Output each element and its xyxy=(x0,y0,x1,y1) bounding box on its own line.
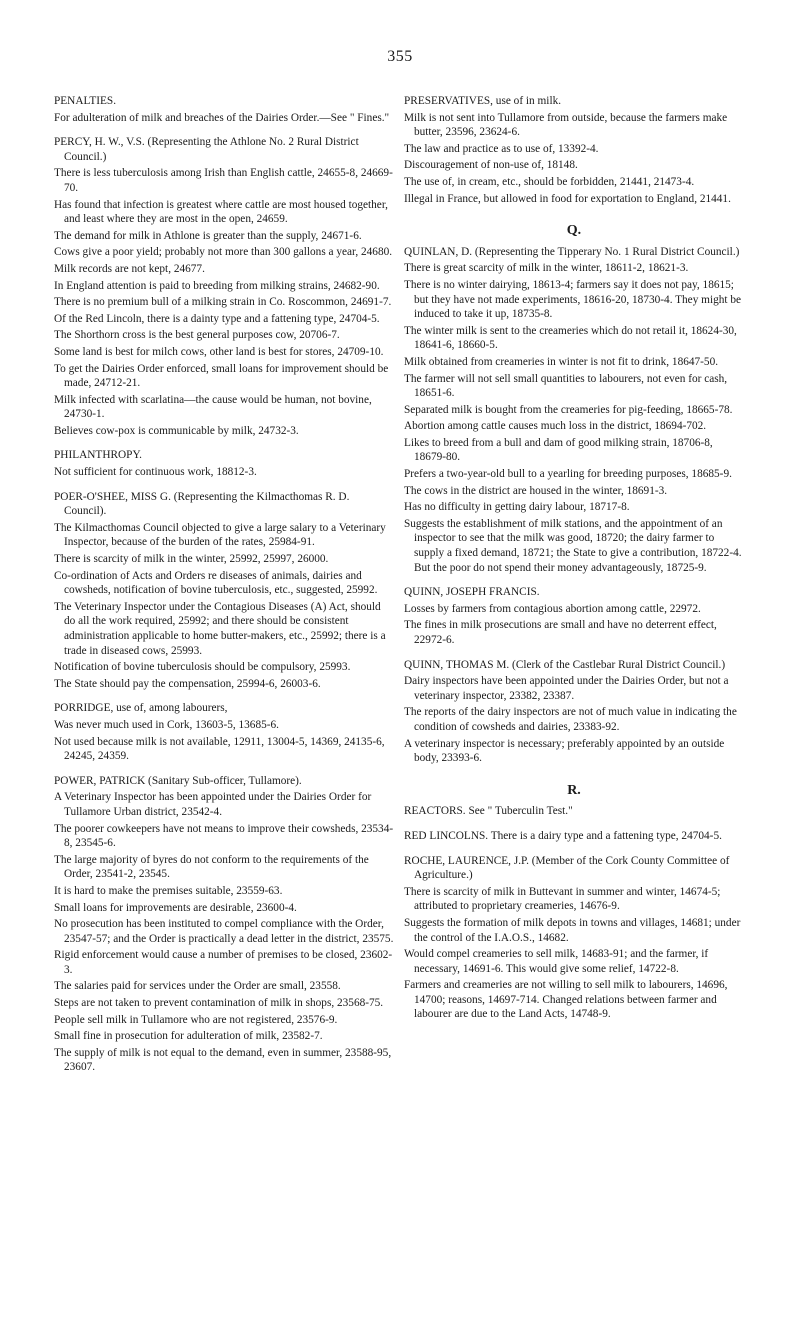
entry-line: The large majority of byres do not conform to the requirements of the Order, 23541-2, 23545. xyxy=(54,853,369,881)
entry-line: Rigid enforcement would cause a number of premises to be closed, 23602-3. xyxy=(54,949,393,976)
entry-line: A veterinary inspector is necessary; preferably appointed by an outside body, 23393-6. xyxy=(404,737,725,765)
entry-line: Farmers and creameries are not willing to sell milk to labourers, 14696, 14700; reasons, 14697-714. Changed relations between farmer and labourer are due to the Land Acts, 14748-9. xyxy=(404,979,728,1021)
entry-line: People sell milk in Tullamore who are not registered, 23576-9. xyxy=(54,1013,338,1026)
entry-line: Has found that infection is greatest where cattle are most housed together, and least where they are most in the open, 24659. xyxy=(54,198,388,226)
entry-line: The salaries paid for services under the Order are small, 23558. xyxy=(54,980,341,993)
entry-line: The use of, in cream, etc., should be forbidden, 21441, 21473-4. xyxy=(404,175,695,188)
entry-line: The Veterinary Inspector under the Contagious Diseases (A) Act, should do all the work required, 25992; and there should be consistent administration applicable to home butter-makers, etc., 25992; there is a trade in diseased cows, 25993. xyxy=(54,600,386,657)
entry-line: Dairy inspectors have been appointed under the Dairies Order, but not a veterinary inspector, 23382, 23387. xyxy=(404,675,729,702)
entry-heading: PHILANTHROPY. xyxy=(54,449,142,462)
entry-line: Was never much used in Cork, 13603-5, 13685-6. xyxy=(54,718,279,731)
entry-heading: QUINN, THOMAS M. (Clerk of the Castlebar Rural District Council.) xyxy=(404,658,726,671)
entry-line: The farmer will not sell small quantities to labourers, not even for cash, 18651-6. xyxy=(404,372,728,400)
entry-heading: PENALTIES. xyxy=(54,95,117,107)
entry-line: Suggests the formation of milk depots in towns and villages, 14681; under the control of the I.A.O.S., 14682. xyxy=(404,916,741,944)
entry-line: The State should pay the compensation, 25994-6, 26003-6. xyxy=(54,677,321,690)
index-entry xyxy=(404,94,744,206)
index-entry xyxy=(404,854,744,1023)
index-entry xyxy=(54,774,394,1075)
entry-heading: QUINLAN, D. (Representing the Tipperary No. 1 Rural District Council.) xyxy=(404,245,740,258)
index-entry xyxy=(404,245,744,575)
entry-line: For adulteration of milk and breaches of the Dairies Order.—See " Fines." xyxy=(54,111,390,124)
entry-line: It is hard to make the premises suitable, 23559-63. xyxy=(54,884,283,897)
entry-line: Small fine in prosecution for adulteration of milk, 23582-7. xyxy=(54,1030,323,1043)
entry-line: Likes to breed from a bull and dam of good milking strain, 18706-8, 18679-80. xyxy=(404,436,713,464)
entry-heading: PRESERVATIVES, use of in milk. xyxy=(404,95,562,107)
entry-line: Milk obtained from creameries in winter is not fit to drink, 18647-50. xyxy=(404,355,719,368)
entry-heading: PORRIDGE, use of, among labourers, xyxy=(54,702,228,715)
index-entry xyxy=(54,701,394,763)
letter-heading: Q. xyxy=(566,223,582,239)
entry-line: Has no difficulty in getting dairy labour, 18717-8. xyxy=(404,501,630,514)
letter-heading: R. xyxy=(567,782,581,798)
entry-line: There is less tuberculosis among Irish than English cattle, 24655-8, 24669-70. xyxy=(54,167,393,194)
entry-line: Abortion among cattle causes much loss in the district, 18694-702. xyxy=(404,420,707,433)
entry-line: There is scarcity of milk in the winter, 25992, 25997, 26000. xyxy=(54,553,329,566)
entry-line: There is no premium bull of a milking strain in Co. Roscommon, 24691-7. xyxy=(54,296,392,309)
left-column xyxy=(54,92,394,1085)
index-entry xyxy=(54,448,394,479)
entry-line: Suggests the establishment of milk stations, and the appointment of an inspector to see that the milk was good, 18720; the dairy farmer to supply a fixed demand, 18721; the State to give a contribution, 18722-4. But the poor do not spend their money advantageously, 18725-9. xyxy=(404,517,742,574)
entry-line: There is scarcity of milk in Buttevant in summer and winter, 14674-5; attributed to proprietary creameries, 14676-9. xyxy=(404,885,721,913)
entry-heading: QUINN, JOSEPH FRANCIS. xyxy=(404,586,540,599)
entry-line: Co-ordination of Acts and Orders re diseases of animals, dairies and cowsheds, notification of bovine tuberculosis, etc., suggested, 25992. xyxy=(54,569,378,597)
entry-line: Losses by farmers from contagious abortion among cattle, 22972. xyxy=(404,602,701,615)
entry-line: Notification of bovine tuberculosis should be compulsory, 25993. xyxy=(54,661,351,674)
index-entry xyxy=(54,94,394,125)
page-number: 355 xyxy=(387,48,413,65)
entry-line: Of the Red Lincoln, there is a dainty type and a fattening type, 24704-5. xyxy=(54,312,380,325)
index-entry xyxy=(54,135,394,438)
entry-line: The supply of milk is not equal to the demand, even in summer, 23588-95, 23607. xyxy=(54,1046,392,1074)
right-column xyxy=(404,92,744,1032)
entry-heading: ROCHE, LAURENCE, J.P. (Member of the Cork County Committee of Agriculture.) xyxy=(404,854,730,882)
entry-line: The poorer cowkeepers have not means to improve their cowsheds, 23534-8, 23545-6. xyxy=(54,822,394,850)
index-entry xyxy=(404,658,744,766)
index-entry xyxy=(404,829,744,844)
entry-line: There is no winter dairying, 18613-4; farmers say it does not pay, 18615; but they have not made experiments, 18616-20, 18730-4. They might be induced to take it up, 18735-8. xyxy=(404,278,742,321)
entry-line: Would compel creameries to sell milk, 14683-91; and the farmer, if necessary, 14691-6. This would give some relief, 14722-8. xyxy=(404,948,709,975)
entry-line: Prefers a two-year-old bull to a yearling for breeding purposes, 18685-9. xyxy=(404,468,732,481)
entry-line: Cows give a poor yield; probably not more than 300 gallons a year, 24680. xyxy=(54,246,393,259)
entry-line: The reports of the dairy inspectors are not of much value in indicating the condition of cowsheds and dairies, 23383-92. xyxy=(404,706,737,733)
entry-line: To get the Dairies Order enforced, small loans for improvement should be made, 24712-21. xyxy=(54,362,389,390)
entry-line: In England attention is paid to breeding from milking strains, 24682-90. xyxy=(54,279,380,292)
entry-line: Steps are not taken to prevent contamination of milk in shops, 23568-75. xyxy=(54,997,384,1010)
entry-line: Believes cow-pox is communicable by milk, 24732-3. xyxy=(54,424,299,437)
entry-heading: POER-O'SHEE, MISS G. (Representing the Kilmacthomas R. D. Council). xyxy=(54,490,350,518)
entry-heading: RED LINCOLNS. There is a dairy type and a fattening type, 24704-5. xyxy=(404,829,722,842)
index-entry xyxy=(404,585,744,647)
entry-line: Milk is not sent into Tullamore from outside, because the farmers make butter, 23596, 23624-6. xyxy=(404,111,728,139)
entry-line: Not sufficient for continuous work, 18812-3. xyxy=(54,466,257,479)
entry-line: Some land is best for milch cows, other land is best for stores, 24709-10. xyxy=(54,345,384,358)
entry-line: Milk infected with scarlatina—the cause would be human, not bovine, 24730-1. xyxy=(54,393,372,421)
entry-line: The law and practice as to use of, 13392-4. xyxy=(404,142,599,155)
entry-line: The Kilmacthomas Council objected to give a large salary to a Veterinary Inspector, because of the burden of the rates, 25984-91. xyxy=(54,521,386,549)
entry-line: There is great scarcity of milk in the winter, 18611-2, 18621-3. xyxy=(404,262,689,275)
entry-line: Discouragement of non-use of, 18148. xyxy=(404,159,578,172)
entry-line: The fines in milk prosecutions are small and have no deterrent effect, 22972-6. xyxy=(404,619,717,646)
entry-line: Milk records are not kept, 24677. xyxy=(54,262,205,275)
entry-line: Separated milk is bought from the creameries for pig-feeding, 18665-78. xyxy=(404,403,733,416)
entry-heading: PERCY, H. W., V.S. (Representing the Athlone No. 2 Rural District Council.) xyxy=(54,136,359,163)
entry-heading: POWER, PATRICK (Sanitary Sub-officer, Tullamore). xyxy=(54,774,302,787)
entry-line: No prosecution has been instituted to compel compliance with the Order, 23547-57; and the Order is practically a dead letter in the district, 23575. xyxy=(54,918,394,945)
index-entry xyxy=(404,804,744,819)
entry-line: A Veterinary Inspector has been appointed under the Dairies Order for Tullamore Urban district, 23542-4. xyxy=(54,791,372,818)
entry-line: The Shorthorn cross is the best general purposes cow, 20706-7. xyxy=(54,329,340,342)
entry-line: Not used because milk is not available, 12911, 13004-5, 14369, 24135-6, 24245, 24359. xyxy=(54,735,385,763)
entry-line: The cows in the district are housed in the winter, 18691-3. xyxy=(404,484,668,497)
entry-line: The demand for milk in Athlone is greater than the supply, 24671-6. xyxy=(54,229,362,242)
entry-line: The winter milk is sent to the creameries which do not retail it, 18624-30, 18641-6, 18660-5. xyxy=(404,324,737,352)
index-entry xyxy=(54,490,394,692)
entry-heading: REACTORS. See " Tuberculin Test." xyxy=(404,805,573,818)
entry-line: Illegal in France, but allowed in food for exportation to England, 21441. xyxy=(404,192,731,205)
entry-line: Small loans for improvements are desirable, 23600-4. xyxy=(54,901,297,914)
